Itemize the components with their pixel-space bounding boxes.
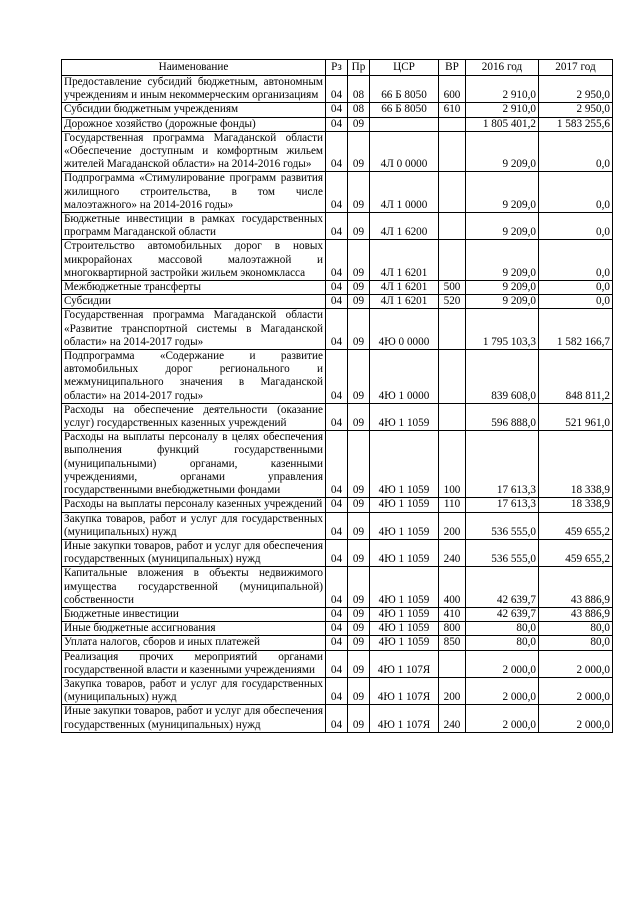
row-2016: 80,0 xyxy=(466,636,539,650)
row-csr: 4Ю 1 0000 xyxy=(370,350,439,404)
row-2016: 9 209,0 xyxy=(466,172,539,213)
row-pr: 09 xyxy=(348,650,370,677)
row-csr: 4Ю 1 1059 xyxy=(370,431,439,498)
row-rz: 04 xyxy=(326,309,348,350)
row-pr: 09 xyxy=(348,607,370,621)
row-rz: 04 xyxy=(326,131,348,172)
row-rz: 04 xyxy=(326,295,348,309)
row-2017: 0,0 xyxy=(539,172,613,213)
row-name: Иные закупки товаров, работ и услуг для обеспечения государственных (муниципальных) нужд xyxy=(62,539,326,566)
row-name: Расходы на выплаты персоналу казенных учреждений xyxy=(62,498,326,512)
row-2016: 9 209,0 xyxy=(466,295,539,309)
row-pr: 09 xyxy=(348,172,370,213)
row-vr: 400 xyxy=(439,567,466,608)
row-rz: 04 xyxy=(326,281,348,295)
row-vr xyxy=(439,131,466,172)
row-2016: 17 613,3 xyxy=(466,431,539,498)
header-pr: Пр xyxy=(348,60,370,76)
row-vr xyxy=(439,172,466,213)
row-pr: 09 xyxy=(348,567,370,608)
row-name: Расходы на обеспечение деятельности (оказание услуг) государственных казенных учреждений xyxy=(62,403,326,430)
row-pr: 08 xyxy=(348,76,370,103)
row-pr: 09 xyxy=(348,309,370,350)
row-vr: 240 xyxy=(439,539,466,566)
row-rz: 04 xyxy=(326,650,348,677)
row-2016: 839 608,0 xyxy=(466,350,539,404)
row-2016: 2 910,0 xyxy=(466,76,539,103)
row-2017: 848 811,2 xyxy=(539,350,613,404)
row-vr xyxy=(439,650,466,677)
row-name: Иные закупки товаров, работ и услуг для обеспечения государственных (муниципальных) нужд xyxy=(62,705,326,732)
row-2016: 2 000,0 xyxy=(466,705,539,732)
row-2016: 2 000,0 xyxy=(466,677,539,704)
row-2017: 0,0 xyxy=(539,213,613,240)
row-2017: 2 000,0 xyxy=(539,650,613,677)
row-2017: 0,0 xyxy=(539,131,613,172)
row-2016: 1 805 401,2 xyxy=(466,117,539,131)
row-2016: 2 000,0 xyxy=(466,650,539,677)
row-rz: 04 xyxy=(326,350,348,404)
row-csr: 4Л 1 6201 xyxy=(370,281,439,295)
row-rz: 04 xyxy=(326,622,348,636)
row-rz: 04 xyxy=(326,539,348,566)
table-row xyxy=(62,403,613,430)
row-name: Подпрограмма «Содержание и развитие автомобильных дорог регионального и межмуниципального значения в Магаданской области» на 2014-2017 годы» xyxy=(62,350,326,404)
table-row xyxy=(62,117,613,131)
row-name: Бюджетные инвестиции xyxy=(62,607,326,621)
row-rz: 04 xyxy=(326,76,348,103)
row-2017: 1 583 255,6 xyxy=(539,117,613,131)
row-csr: 66 Б 8050 xyxy=(370,103,439,117)
row-pr: 09 xyxy=(348,705,370,732)
table-row xyxy=(62,431,613,498)
row-pr: 09 xyxy=(348,539,370,566)
table-row xyxy=(62,539,613,566)
row-csr: 4Л 1 0000 xyxy=(370,172,439,213)
row-2017: 0,0 xyxy=(539,281,613,295)
row-pr: 09 xyxy=(348,131,370,172)
row-csr: 4Ю 1 1059 xyxy=(370,567,439,608)
table-header-row xyxy=(62,60,613,76)
row-pr: 09 xyxy=(348,281,370,295)
table-row xyxy=(62,512,613,539)
row-2016: 2 910,0 xyxy=(466,103,539,117)
row-vr xyxy=(439,350,466,404)
table-row xyxy=(62,281,613,295)
row-rz: 04 xyxy=(326,431,348,498)
row-rz: 04 xyxy=(326,172,348,213)
row-2016: 536 555,0 xyxy=(466,539,539,566)
row-csr xyxy=(370,117,439,131)
table-body xyxy=(62,76,613,733)
row-name: Дорожное хозяйство (дорожные фонды) xyxy=(62,117,326,131)
row-csr: 4Ю 1 107Я xyxy=(370,677,439,704)
row-pr: 09 xyxy=(348,677,370,704)
row-2016: 536 555,0 xyxy=(466,512,539,539)
table-row xyxy=(62,636,613,650)
table-row xyxy=(62,622,613,636)
row-name: Подпрограмма «Стимулирование программ развития жилищного строительства, в том числе малоэтажного» на 2014-2016 годы» xyxy=(62,172,326,213)
row-2016: 42 639,7 xyxy=(466,567,539,608)
row-vr: 500 xyxy=(439,281,466,295)
row-2017: 0,0 xyxy=(539,240,613,281)
row-pr: 09 xyxy=(348,636,370,650)
row-name: Предоставление субсидий бюджетным, автономным учреждениям и иным некоммерческим организациям xyxy=(62,76,326,103)
row-rz: 04 xyxy=(326,240,348,281)
row-vr xyxy=(439,403,466,430)
row-csr: 4Л 1 6201 xyxy=(370,240,439,281)
row-2016: 9 209,0 xyxy=(466,281,539,295)
row-name: Уплата налогов, сборов и иных платежей xyxy=(62,636,326,650)
row-vr: 850 xyxy=(439,636,466,650)
table-row xyxy=(62,607,613,621)
row-vr: 110 xyxy=(439,498,466,512)
row-2016: 42 639,7 xyxy=(466,607,539,621)
table-row xyxy=(62,295,613,309)
row-2017: 2 000,0 xyxy=(539,677,613,704)
row-2017: 2 950,0 xyxy=(539,103,613,117)
table-row xyxy=(62,213,613,240)
table-row xyxy=(62,650,613,677)
row-csr: 4Л 1 6201 xyxy=(370,295,439,309)
row-rz: 04 xyxy=(326,512,348,539)
table-row xyxy=(62,567,613,608)
row-vr: 100 xyxy=(439,431,466,498)
row-2016: 9 209,0 xyxy=(466,131,539,172)
row-csr: 4Ю 1 1059 xyxy=(370,512,439,539)
row-vr: 200 xyxy=(439,512,466,539)
table-row xyxy=(62,677,613,704)
row-pr: 08 xyxy=(348,103,370,117)
row-rz: 04 xyxy=(326,403,348,430)
row-name: Субсидии бюджетным учреждениям xyxy=(62,103,326,117)
row-2016: 1 795 103,3 xyxy=(466,309,539,350)
row-rz: 04 xyxy=(326,117,348,131)
row-2016: 596 888,0 xyxy=(466,403,539,430)
row-csr: 4Ю 0 0000 xyxy=(370,309,439,350)
row-pr: 09 xyxy=(348,240,370,281)
row-2017: 459 655,2 xyxy=(539,512,613,539)
row-pr: 09 xyxy=(348,431,370,498)
row-rz: 04 xyxy=(326,213,348,240)
row-name: Строительство автомобильных дорог в новых микрорайонах массовой малоэтажной и многоквартирной застройки жильем экономкласса xyxy=(62,240,326,281)
row-name: Государственная программа Магаданской области «Развитие транспортной системы в Магаданской области» на 2014-2017 годы» xyxy=(62,309,326,350)
row-name: Субсидии xyxy=(62,295,326,309)
row-csr: 4Ю 1 107Я xyxy=(370,705,439,732)
header-2016: 2016 год xyxy=(466,60,539,76)
row-2017: 459 655,2 xyxy=(539,539,613,566)
row-rz: 04 xyxy=(326,103,348,117)
row-vr xyxy=(439,240,466,281)
row-csr: 66 Б 8050 xyxy=(370,76,439,103)
row-name: Закупка товаров, работ и услуг для государственных (муниципальных) нужд xyxy=(62,677,326,704)
row-2017: 18 338,9 xyxy=(539,498,613,512)
row-csr: 4Ю 1 1059 xyxy=(370,636,439,650)
row-pr: 09 xyxy=(348,403,370,430)
row-rz: 04 xyxy=(326,705,348,732)
row-2017: 2 000,0 xyxy=(539,705,613,732)
row-vr: 610 xyxy=(439,103,466,117)
table-row xyxy=(62,498,613,512)
row-vr: 200 xyxy=(439,677,466,704)
row-vr: 520 xyxy=(439,295,466,309)
row-2017: 1 582 166,7 xyxy=(539,309,613,350)
row-pr: 09 xyxy=(348,512,370,539)
table-row xyxy=(62,705,613,732)
row-csr: 4Л 0 0000 xyxy=(370,131,439,172)
row-csr: 4Л 1 6200 xyxy=(370,213,439,240)
row-2017: 43 886,9 xyxy=(539,607,613,621)
row-2017: 80,0 xyxy=(539,636,613,650)
row-vr xyxy=(439,213,466,240)
row-pr: 09 xyxy=(348,498,370,512)
row-name: Капитальные вложения в объекты недвижимого имущества государственной (муниципальной) собственности xyxy=(62,567,326,608)
row-pr: 09 xyxy=(348,213,370,240)
row-name: Закупка товаров, работ и услуг для государственных (муниципальных) нужд xyxy=(62,512,326,539)
row-name: Межбюджетные трансферты xyxy=(62,281,326,295)
row-name: Реализация прочих мероприятий органами государственной власти и казенными учреждениями xyxy=(62,650,326,677)
row-rz: 04 xyxy=(326,636,348,650)
row-csr: 4Ю 1 1059 xyxy=(370,607,439,621)
row-rz: 04 xyxy=(326,677,348,704)
row-vr xyxy=(439,117,466,131)
row-2016: 9 209,0 xyxy=(466,213,539,240)
row-rz: 04 xyxy=(326,498,348,512)
table-row xyxy=(62,350,613,404)
table-row xyxy=(62,309,613,350)
row-vr xyxy=(439,309,466,350)
row-2016: 9 209,0 xyxy=(466,240,539,281)
row-csr: 4Ю 1 1059 xyxy=(370,622,439,636)
row-2017: 0,0 xyxy=(539,295,613,309)
row-pr: 09 xyxy=(348,117,370,131)
table-row xyxy=(62,103,613,117)
header-2017: 2017 год xyxy=(539,60,613,76)
row-vr: 600 xyxy=(439,76,466,103)
row-csr: 4Ю 1 107Я xyxy=(370,650,439,677)
header-vr: ВР xyxy=(439,60,466,76)
row-2017: 521 961,0 xyxy=(539,403,613,430)
row-2017: 80,0 xyxy=(539,622,613,636)
row-name: Государственная программа Магаданской области «Обеспечение доступным и комфортным жильем жителей Магаданской области» на 2014-2016 годы» xyxy=(62,131,326,172)
row-2017: 18 338,9 xyxy=(539,431,613,498)
row-name: Бюджетные инвестиции в рамках государственных программ Магаданской области xyxy=(62,213,326,240)
row-rz: 04 xyxy=(326,567,348,608)
row-pr: 09 xyxy=(348,622,370,636)
row-2017: 43 886,9 xyxy=(539,567,613,608)
table-row xyxy=(62,240,613,281)
table-row xyxy=(62,76,613,103)
table-row xyxy=(62,172,613,213)
row-2016: 17 613,3 xyxy=(466,498,539,512)
row-vr: 800 xyxy=(439,622,466,636)
row-rz: 04 xyxy=(326,607,348,621)
header-csr: ЦСР xyxy=(370,60,439,76)
budget-table xyxy=(61,59,613,733)
row-vr: 240 xyxy=(439,705,466,732)
row-2017: 2 950,0 xyxy=(539,76,613,103)
row-pr: 09 xyxy=(348,295,370,309)
header-rz: Рз xyxy=(326,60,348,76)
table-row xyxy=(62,131,613,172)
row-name: Иные бюджетные ассигнования xyxy=(62,622,326,636)
header-name: Наименование xyxy=(62,60,326,76)
row-csr: 4Ю 1 1059 xyxy=(370,498,439,512)
row-csr: 4Ю 1 1059 xyxy=(370,403,439,430)
row-vr: 410 xyxy=(439,607,466,621)
row-csr: 4Ю 1 1059 xyxy=(370,539,439,566)
row-2016: 80,0 xyxy=(466,622,539,636)
row-name: Расходы на выплаты персоналу в целях обеспечения выполнения функций государственными (муниципальными) органами, казенными учреждениями, органами управления государственными внебюджетными фондами xyxy=(62,431,326,498)
row-pr: 09 xyxy=(348,350,370,404)
